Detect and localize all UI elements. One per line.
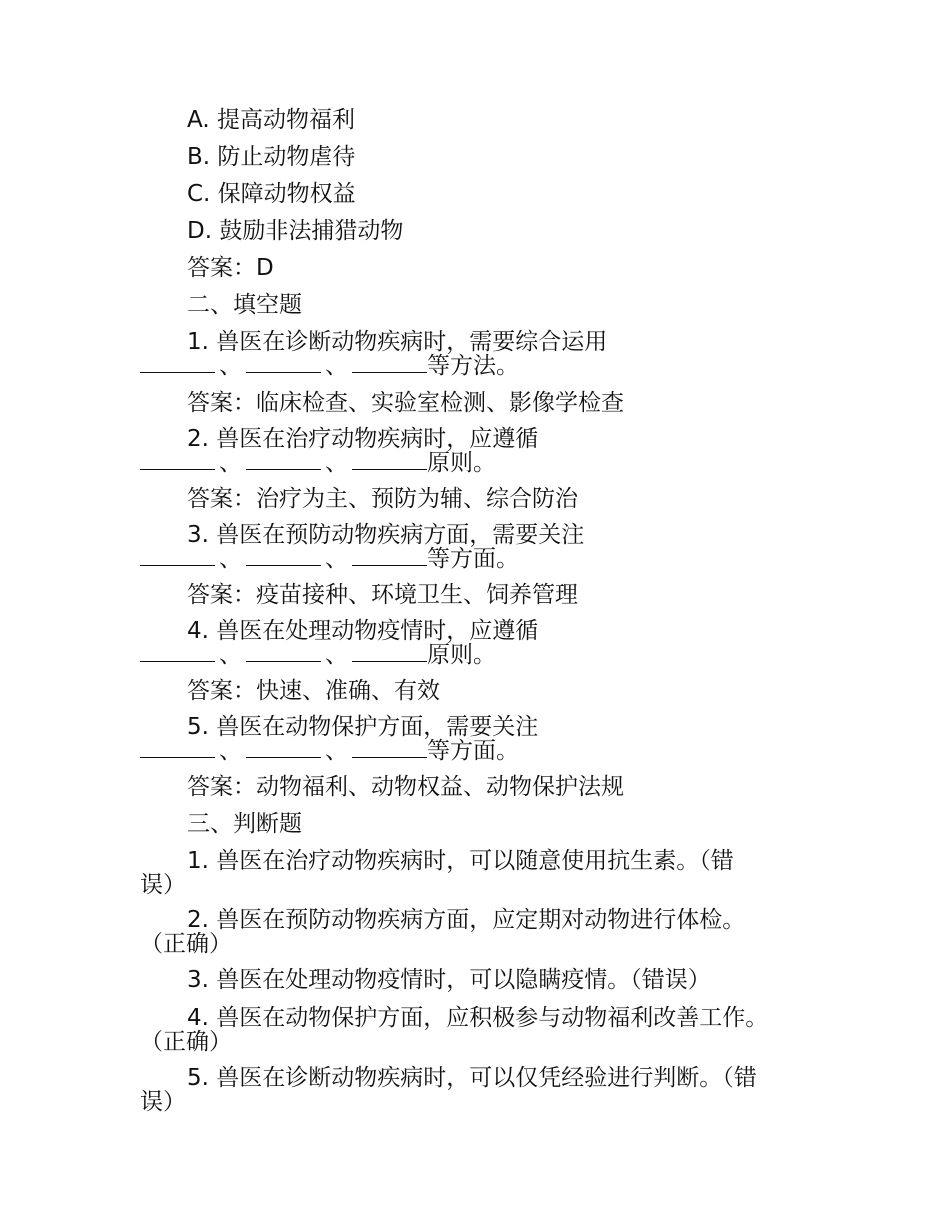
blank[interactable] (246, 641, 321, 662)
judge-item-2: 2. 兽医在预防动物疾病方面，应定期对动物进行体检。 (187, 907, 746, 933)
option-b: B. 防止动物虐待 (187, 144, 356, 170)
fill-question-3: 3. 兽医在预防动物疾病方面，需要关注 (187, 522, 585, 548)
option-a: A. 提高动物福利 (187, 107, 355, 133)
fill-suffix-2: 原则。 (427, 450, 496, 476)
separator: 、 (325, 450, 348, 476)
section-title-judge: 三、判断题 (187, 811, 302, 837)
separator: 、 (219, 353, 242, 379)
blank[interactable] (352, 641, 427, 662)
fill-answer-1: 答案：临床检查、实验室检测、影像学检查 (187, 390, 624, 416)
judge-item-1: 1. 兽医在治疗动物疾病时，可以随意使用抗生素。（错 (187, 848, 734, 874)
option-d: D. 鼓励非法捕猎动物 (187, 218, 404, 244)
fill-blanks-3 (140, 545, 519, 573)
judge-item-2-cont: （正确） (140, 931, 232, 957)
fill-suffix-5: 等方面。 (427, 738, 519, 764)
fill-question-4: 4. 兽医在处理动物疫情时，应遵循 (187, 618, 539, 644)
judge-item-3: 3. 兽医在处理动物疫情时，可以隐瞒疫情。（错误） (187, 967, 711, 993)
fill-answer-5: 答案：动物福利、动物权益、动物保护法规 (187, 774, 624, 800)
blank[interactable] (140, 641, 215, 662)
fill-suffix-3: 等方面。 (427, 546, 519, 572)
blank[interactable] (352, 449, 427, 470)
fill-question-2: 2. 兽医在治疗动物疾病时，应遵循 (187, 426, 539, 452)
fill-blanks-5 (140, 737, 519, 765)
judge-item-4-cont: （正确） (140, 1029, 232, 1055)
separator: 、 (325, 738, 348, 764)
fill-question-5: 5. 兽医在动物保护方面，需要关注 (187, 714, 539, 740)
judge-item-4: 4. 兽医在动物保护方面，应积极参与动物福利改善工作。 (187, 1005, 769, 1031)
judge-item-5: 5. 兽医在诊断动物疾病时，可以仅凭经验进行判断。（错 (187, 1065, 757, 1091)
choice-answer: 答案：D (187, 255, 274, 281)
blank[interactable] (140, 737, 215, 758)
fill-answer-2: 答案：治疗为主、预防为辅、综合防治 (187, 486, 578, 512)
blank[interactable] (140, 352, 215, 373)
separator: 、 (325, 546, 348, 572)
blank[interactable] (352, 737, 427, 758)
section-title-fill: 二、填空题 (187, 292, 302, 318)
fill-suffix-4: 原则。 (427, 642, 496, 668)
fill-answer-4: 答案：快速、准确、有效 (187, 678, 440, 704)
separator: 、 (219, 450, 242, 476)
blank[interactable] (140, 545, 215, 566)
blank[interactable] (352, 545, 427, 566)
fill-blanks-2 (140, 449, 496, 477)
blank[interactable] (246, 737, 321, 758)
fill-blanks-4 (140, 641, 496, 669)
blank[interactable] (246, 545, 321, 566)
separator: 、 (219, 642, 242, 668)
separator: 、 (219, 546, 242, 572)
fill-blanks-1 (140, 352, 519, 380)
blank[interactable] (246, 449, 321, 470)
judge-item-1-cont: 误） (140, 872, 186, 898)
judge-item-5-cont: 误） (140, 1089, 186, 1115)
separator: 、 (325, 353, 348, 379)
option-c: C. 保障动物权益 (187, 181, 356, 207)
fill-suffix-1: 等方法。 (427, 353, 519, 379)
blank[interactable] (246, 352, 321, 373)
blank[interactable] (352, 352, 427, 373)
fill-question-1: 1. 兽医在诊断动物疾病时，需要综合运用 (187, 329, 608, 355)
fill-answer-3: 答案：疫苗接种、环境卫生、饲养管理 (187, 582, 578, 608)
separator: 、 (219, 738, 242, 764)
separator: 、 (325, 642, 348, 668)
blank[interactable] (140, 449, 215, 470)
